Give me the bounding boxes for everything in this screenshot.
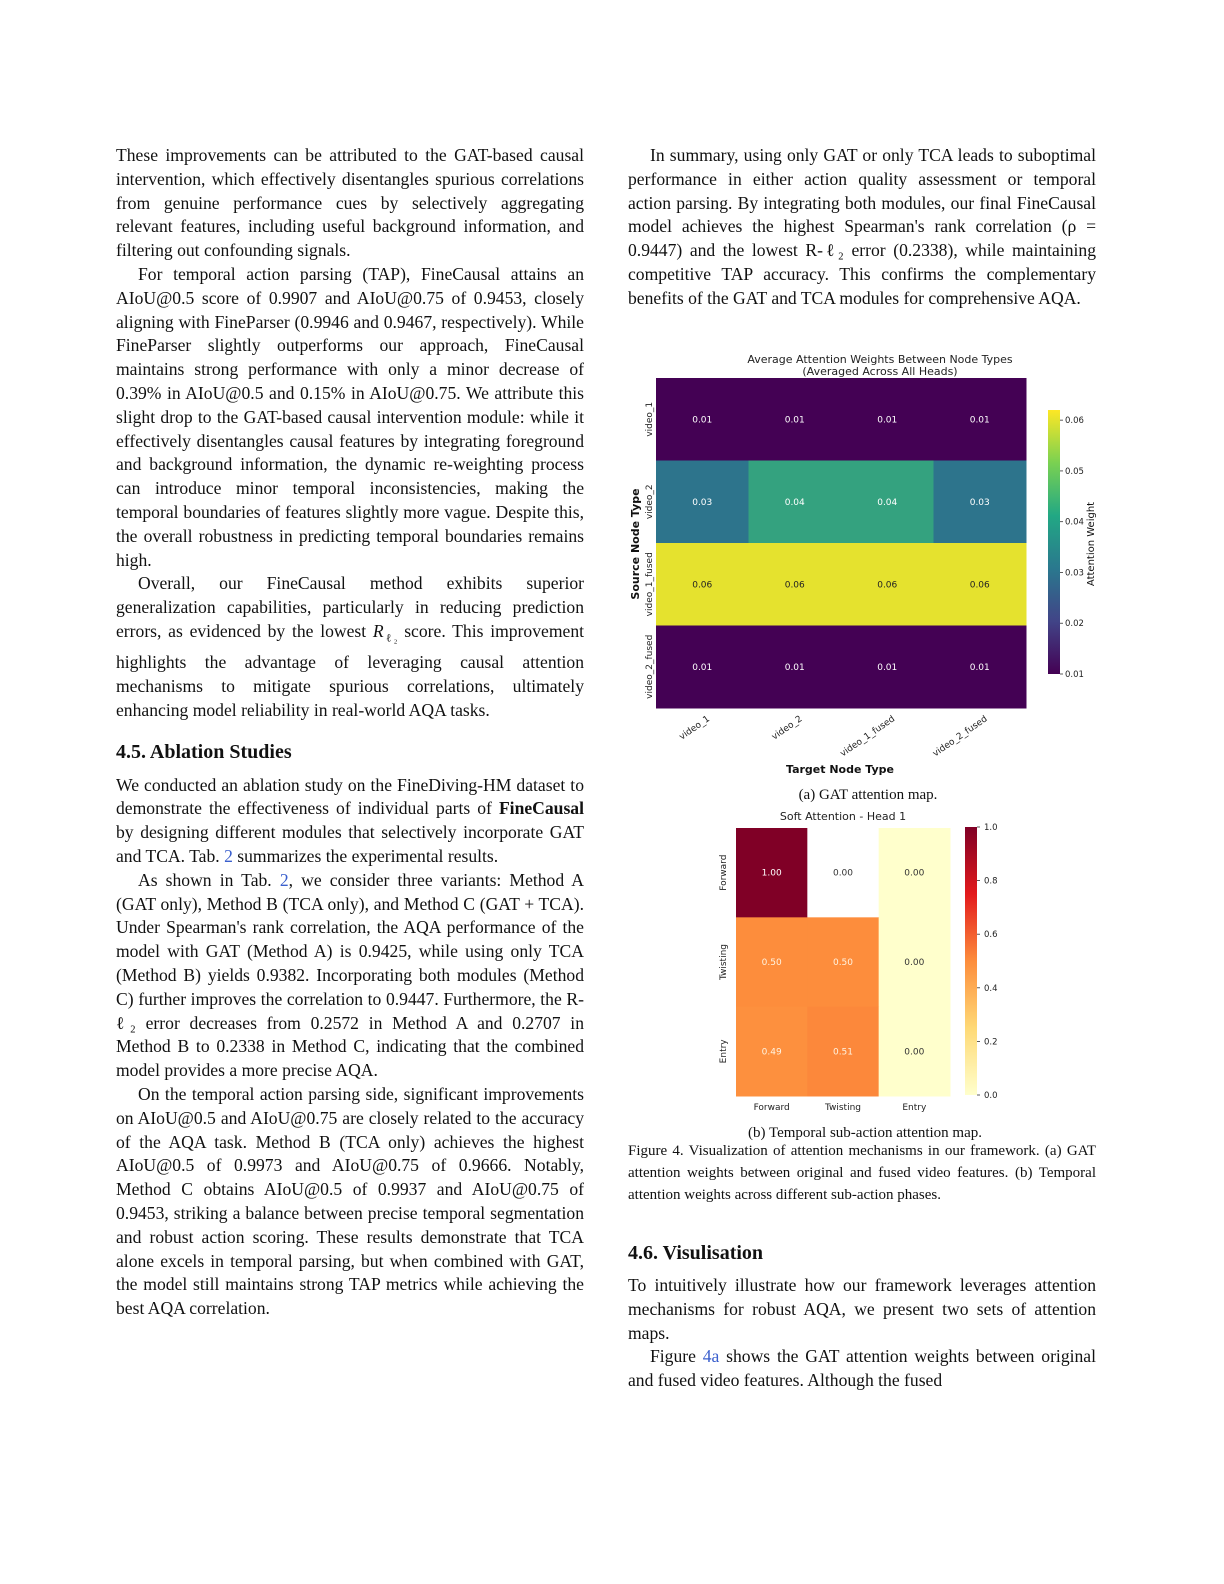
cell-value-label: 0.01 <box>969 662 990 673</box>
table-ref-link[interactable]: 2 <box>224 846 233 867</box>
figure-soft-attention <box>700 806 1030 1146</box>
colorbar-tick-label: 0.6 <box>984 930 998 941</box>
cell-value-label: 0.50 <box>761 958 782 968</box>
x-tick-label: video_2_fused <box>931 714 990 760</box>
x-tick-label: Twisting <box>824 1103 862 1113</box>
cell-value-label: 0.51 <box>832 1047 854 1058</box>
section-heading: 4.6. Visulisation <box>628 1242 764 1264</box>
paragraph: Overall, our FineCausal method exhibits superior generalization capabilities, particularly in reducing prediction errors, as evidenced by the lowest $R_{\ell_2}$ score. This improvement highlights the advantage of leveraging causal attention mechanisms to mitigate spurious correlations, ultimately enhancing model reliability in real-world AQA tasks. <box>116 573 584 720</box>
y-tick-label: video_2_fused <box>645 634 655 699</box>
math-r: R <box>372 620 384 641</box>
paragraph: These improvements can be attributed to the GAT-based causal intervention, which effectively disentangles spurious correlations from genuine performance cues by selectively aggregating relevant features, including useful background information, and filtering out confounding signals. <box>116 145 584 261</box>
x-tick-label: Entry <box>902 1103 927 1113</box>
y-tick-label: video_2 <box>645 484 655 520</box>
cell-value-label: 0.01 <box>784 415 805 426</box>
cell-value-label: 0.01 <box>877 415 898 426</box>
cell-value-label: 0.01 <box>877 662 898 673</box>
paragraph: To intuitively illustrate how our framework leverages attention mechanisms for robust AQA, we present two sets of attention maps. <box>628 1275 1096 1343</box>
cell-value-label: 0.01 <box>969 415 990 426</box>
colorbar-tick-label: 0.2 <box>984 1037 998 1048</box>
cell-value-label: 0.00 <box>832 868 854 879</box>
colorbar-tick-label: 0.0 <box>984 1091 998 1101</box>
x-tick-label: video_1 <box>677 714 712 743</box>
cell-value-label: 0.03 <box>692 497 713 508</box>
y-tick-label: Forward <box>719 854 729 891</box>
subfigure-caption-a: (a) GAT attention map. <box>798 787 938 803</box>
x-tick-label: video_2 <box>770 714 805 743</box>
y-tick-label: video_1_fused <box>645 552 655 617</box>
y-tick-label: Entry <box>719 1039 729 1064</box>
cell-value-label: 0.50 <box>832 958 854 968</box>
colorbar-tick-label: 0.01 <box>1065 670 1084 680</box>
colorbar <box>1048 410 1060 674</box>
gat-heatmap-chart <box>628 348 1108 792</box>
y-axis-label: Source Node Type <box>629 488 642 600</box>
colorbar-tick-label: 0.8 <box>984 876 998 887</box>
figure-ref-link[interactable]: 4a <box>702 1346 720 1367</box>
cell-value-label: 0.04 <box>877 497 898 508</box>
paragraph: In summary, using only GAT or only TCA leads to suboptimal performance in either action quality assessment or temporal action parsing. By integrating both modules, our final FineCausal model achieves the highest Spearman's rank correlation (ρ = 0.9447) and the lowest R-ℓ₂ error (0.2338), while maintaining competitive TAP accuracy. This confirms the complementary benefits of the GAT and TCA modules for comprehensive AQA. <box>628 145 1096 308</box>
table-ref-link[interactable]: 2 <box>279 869 289 890</box>
x-tick-label: video_1_fused <box>838 714 897 760</box>
cell-value-label: 0.01 <box>692 662 713 673</box>
cell-value-label: 0.04 <box>784 497 805 508</box>
left-column <box>116 144 584 1321</box>
cell-value-label: 0.06 <box>692 580 713 591</box>
paragraph: As shown in Tab. 2, we consider three variants: Method A (GAT only), Method B (TCA only), and Method C (GAT + TCA). Under Spearman's rank correlation, the AQA performance of the model with GAT (Method A) is 0.9425, while using only TCA (Method B) yields 0.9382. Incorporating both modules (Method C) further improves the correlation to 0.9447. Furthermore, the R-ℓ₂ error decreases from 0.2572 in Method A and 0.2707 in Method B to 0.2338 in Method C, indicating that the combined model provides a more precise AQA. <box>116 869 584 1081</box>
colorbar-tick-label: 0.02 <box>1065 619 1084 630</box>
cell-value-label: 0.01 <box>692 415 713 426</box>
colorbar-tick-label: 0.06 <box>1065 416 1084 427</box>
paragraph: Figure 4a shows the GAT attention weights between original and fused video features. Although the fused <box>628 1346 1096 1391</box>
colorbar <box>965 827 977 1095</box>
paragraph: On the temporal action parsing side, significant improvements on AIoU@0.5 and AIoU@0.75 are closely related to the accuracy of the AQA task. Method B (TCA only) achieves the highest AIoU@0.5 of 0.9973 and AIoU@0.75 of 0.9666. Notably, Method C obtains AIoU@0.5 of 0.9937 and AIoU@0.75 of 0.9453, striking a balance between precise temporal segmentation and robust action scoring. These results demonstrate that TCA alone excels in temporal parsing, but when combined with GAT, the model still maintains strong TAP metrics while achieving the best AQA correlation. <box>116 1084 584 1319</box>
section-heading: 4.5. Ablation Studies <box>116 740 292 763</box>
chart-title: Average Attention Weights Between Node Types <box>747 353 1013 366</box>
cell-value-label: 0.03 <box>969 497 990 508</box>
cell-value-label: 0.06 <box>877 580 898 591</box>
colorbar-label: Attention Weight <box>1086 501 1097 587</box>
cell-value-label: 0.01 <box>784 662 805 673</box>
chart-title: Soft Attention - Head 1 <box>779 810 907 823</box>
math-subscript: ℓ₂ <box>383 632 398 645</box>
cell-value-label: 0.49 <box>761 1047 782 1058</box>
x-axis-label: Target Node Type <box>786 763 894 776</box>
figure-gat-attention <box>628 348 1108 808</box>
cell-value-label: 1.00 <box>761 868 782 879</box>
colorbar-tick-label: 1.0 <box>984 823 998 833</box>
cell-value-label: 0.00 <box>904 958 925 968</box>
colorbar-tick-label: 0.03 <box>1065 568 1084 579</box>
y-tick-label: Twisting <box>719 943 729 981</box>
x-tick-label: Forward <box>753 1103 790 1113</box>
cell-value-label: 0.00 <box>904 868 925 879</box>
paragraph: For temporal action parsing (TAP), FineCausal attains an AIoU@0.5 score of 0.9907 and AIoU@0.75 of 0.9453, closely aligning with FineParser (0.9946 and 0.9467, respectively). While FineParser slightly outperforms our approach, FineCausal maintains strong performance with only a minor decrease of 0.39% in AIoU@0.5 and 0.15% in AIoU@0.75. We attribute this slight drop to the GAT-based causal intervention module: while it effectively disentangles causal features by integrating foreground and background information, the dynamic re-weighting process can introduce minor temporal inconsistencies, making the temporal boundaries of features slightly more vague. Despite this, the overall robustness in predicting temporal boundaries remains high. <box>116 263 584 570</box>
cell-value-label: 0.00 <box>904 1047 925 1058</box>
colorbar-tick-label: 0.05 <box>1065 466 1084 477</box>
right-column-top <box>628 144 1096 311</box>
cell-value-label: 0.06 <box>969 580 990 591</box>
paragraph: We conducted an ablation study on the FineDiving-HM dataset to demonstrate the effectiveness of individual parts of FineCausal by designing different modules that selectively incorporate GAT and TCA. Tab. 2 summarizes the experimental results. <box>116 774 584 867</box>
y-tick-label: video_1 <box>645 401 655 437</box>
cell-value-label: 0.06 <box>784 580 805 591</box>
chart-subtitle: (Averaged Across All Heads) <box>802 365 958 378</box>
colorbar-tick-label: 0.4 <box>984 983 998 994</box>
colorbar-tick-label: 0.04 <box>1065 517 1084 528</box>
soft-attention-heatmap-chart <box>700 806 1030 1118</box>
figure-caption: Figure 4. Visualization of attention mechanisms in our framework. (a) GAT attention weights between original and fused video features. (b) Temporal attention weights across different sub-action phases. 4.6. Visulisation To intuitively illustrate how our framework leverages attention mechanisms for robust AQA, we present two sets of attention maps. Figure 4a shows the GAT attention weights between original and fused video features. Although the fused <box>628 1140 1096 1393</box>
subfigure-caption-b: (b) Temporal sub-action attention map. <box>747 1125 983 1141</box>
